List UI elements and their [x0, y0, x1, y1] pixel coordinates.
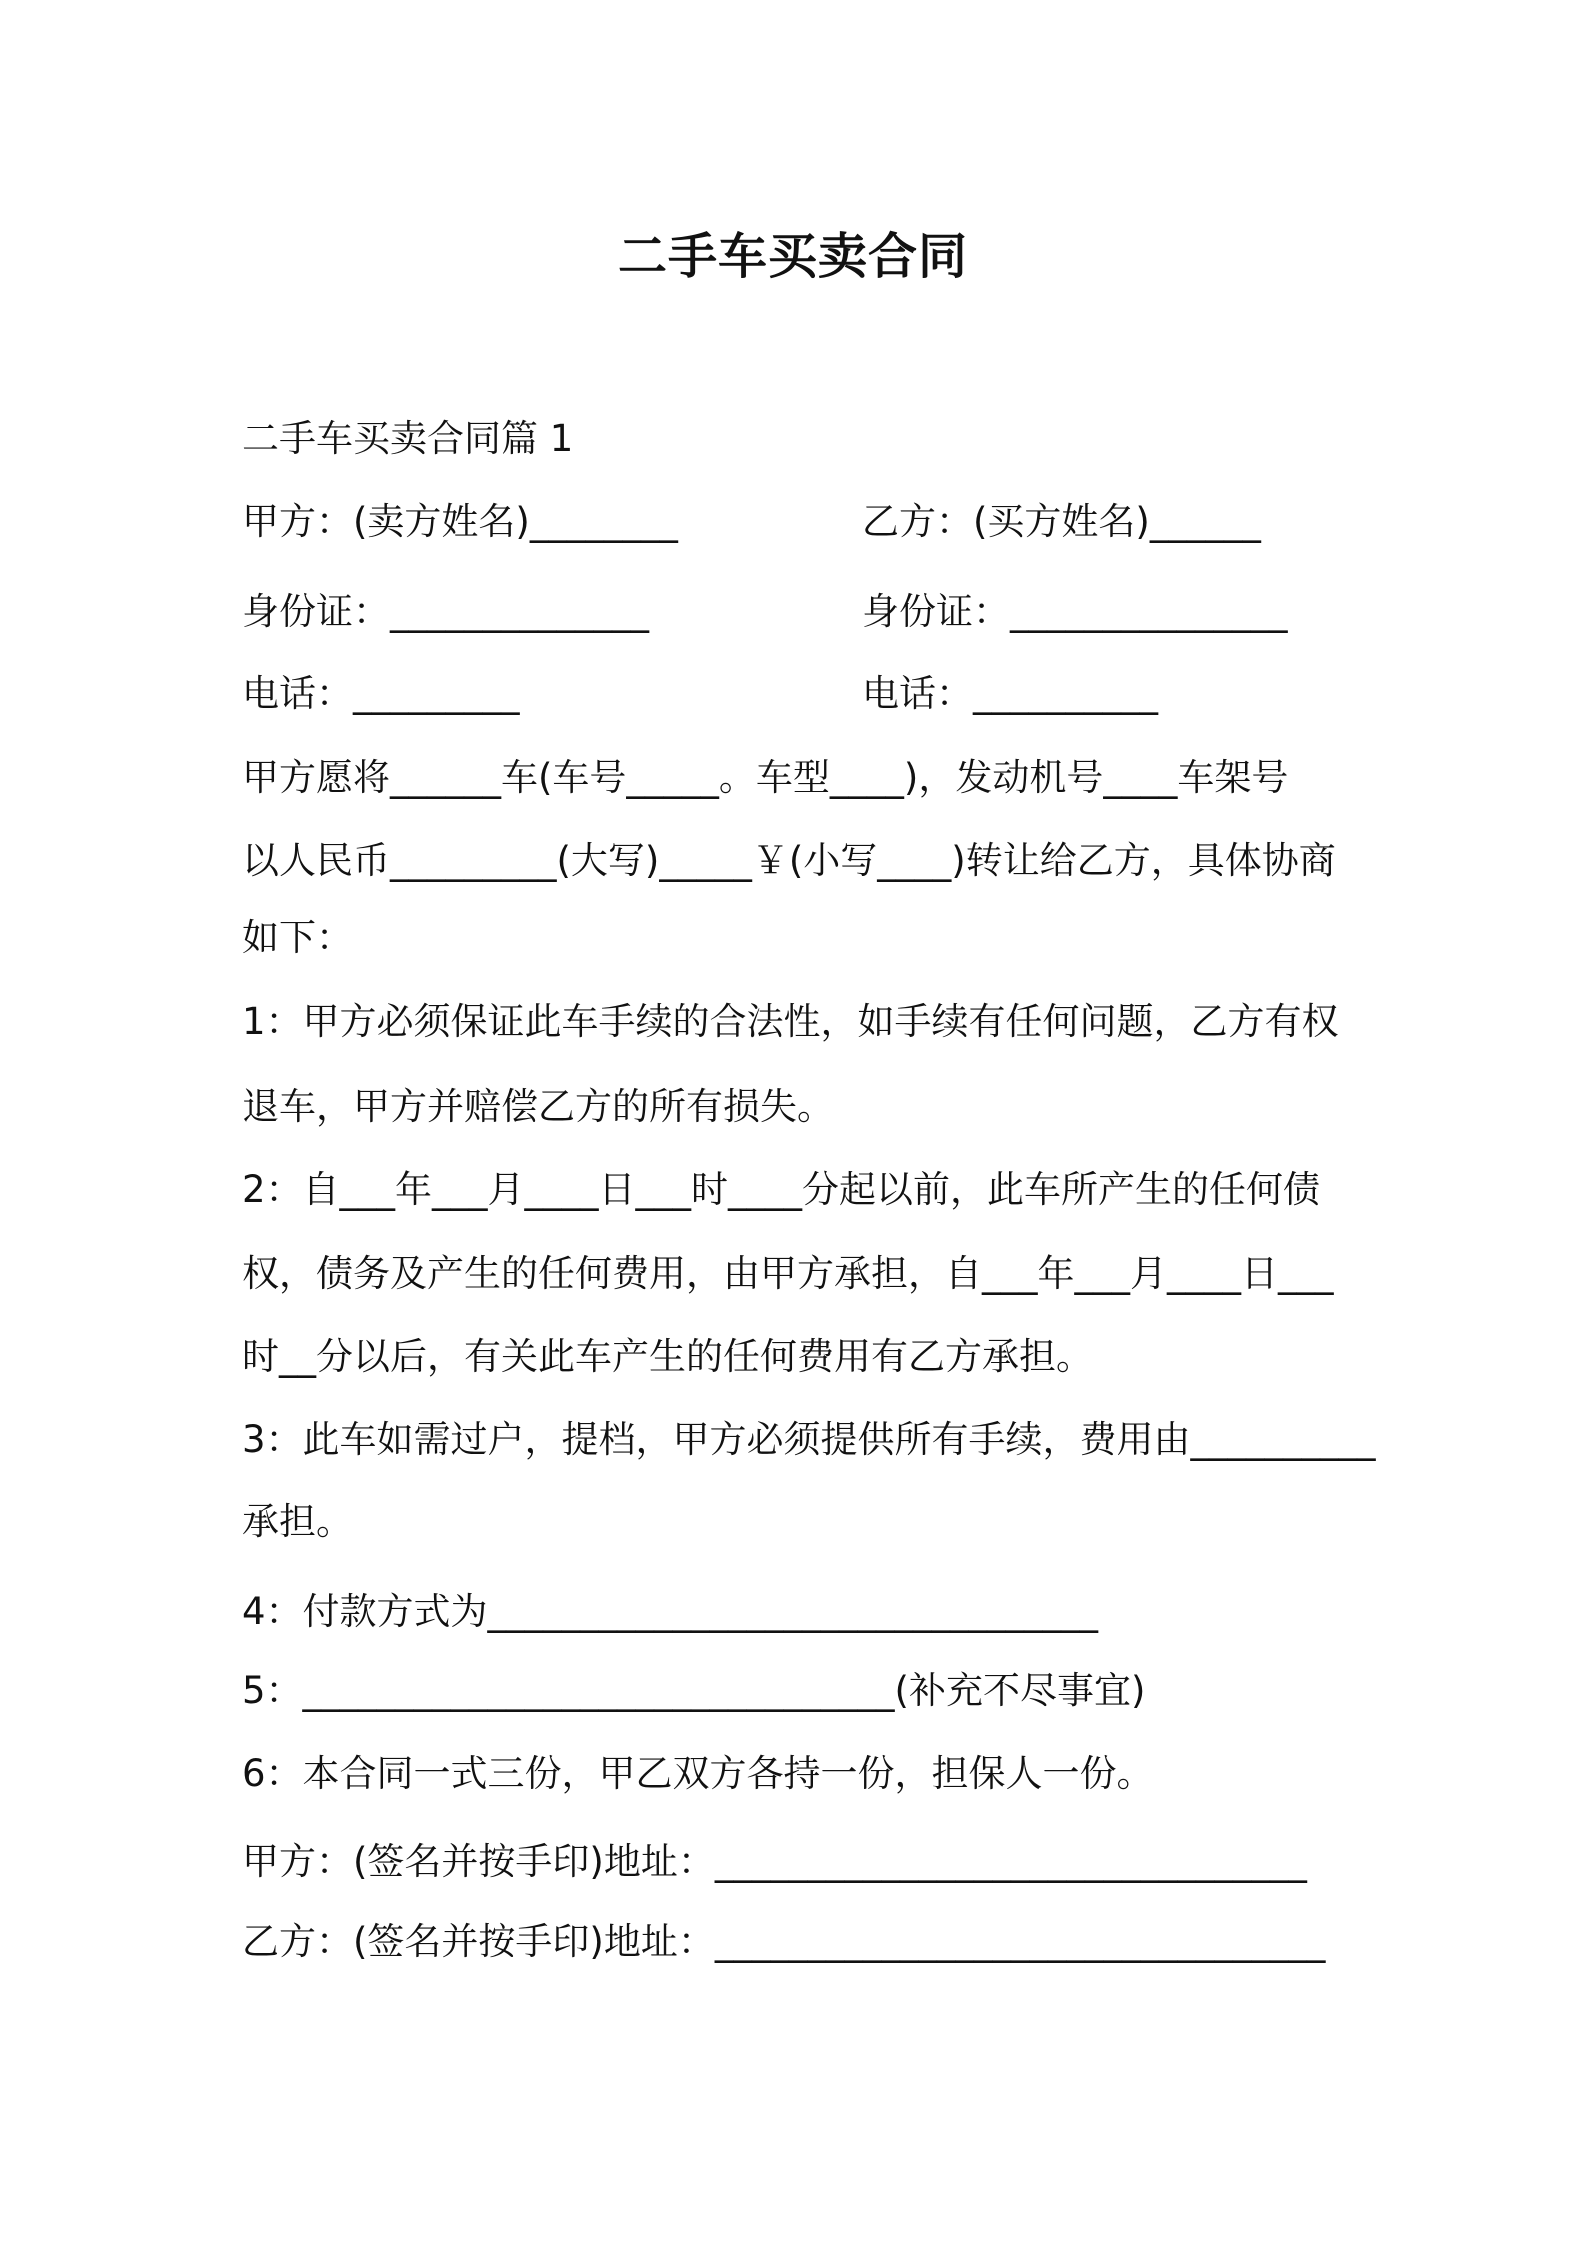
party-b-name: 乙方：(买方姓名)______ [862, 500, 1261, 543]
clause-1-line-1: 1：甲方必须保证此车手续的合法性，如手续有任何问题，乙方有权 [242, 1000, 1339, 1043]
intro-line-2: 以人民币_________(大写)_____￥(小写____)转让给乙方，具体协商 [242, 839, 1336, 882]
party-a-phone: 电话：_________ [242, 672, 520, 715]
intro-line-3: 如下： [242, 916, 353, 959]
party-a-name: 甲方：(卖方姓名)________ [242, 500, 678, 543]
clause-2-line-3: 时__分以后，有关此车产生的任何费用有乙方承担。 [242, 1335, 1093, 1378]
clause-4: 4：付款方式为_________________________________ [242, 1590, 1099, 1633]
intro-line-1: 甲方愿将______车(车号_____。车型____)，发动机号____车架号 [242, 756, 1289, 799]
signature-party-b: 乙方：(签名并按手印)地址：_________________________________ [242, 1920, 1326, 1963]
signature-party-a: 甲方：(签名并按手印)地址：________________________________ [242, 1840, 1307, 1883]
party-a-id: 身份证：______________ [242, 590, 649, 633]
section-title: 二手车买卖合同篇 1 [242, 417, 574, 460]
clause-6: 6：本合同一式三份，甲乙双方各持一份，担保人一份。 [242, 1752, 1154, 1795]
party-b-id: 身份证：_______________ [862, 590, 1288, 633]
clause-3-line-2: 承担。 [242, 1500, 353, 1543]
clause-5: 5：________________________________(补充不尽事宜) [242, 1669, 1146, 1712]
clause-2-line-2: 权，债务及产生的任何费用，由甲方承担，自___年___月____日___ [242, 1252, 1334, 1295]
clause-2-line-1: 2：自___年___月____日___时____分起以前，此车所产生的任何债 [242, 1168, 1321, 1211]
party-b-phone: 电话：__________ [862, 672, 1158, 715]
clause-3-line-1: 3：此车如需过户，提档，甲方必须提供所有手续，费用由__________ [242, 1418, 1376, 1461]
page-title: 二手车买卖合同 [617, 228, 968, 285]
clause-1-line-2: 退车，甲方并赔偿乙方的所有损失。 [242, 1085, 834, 1128]
